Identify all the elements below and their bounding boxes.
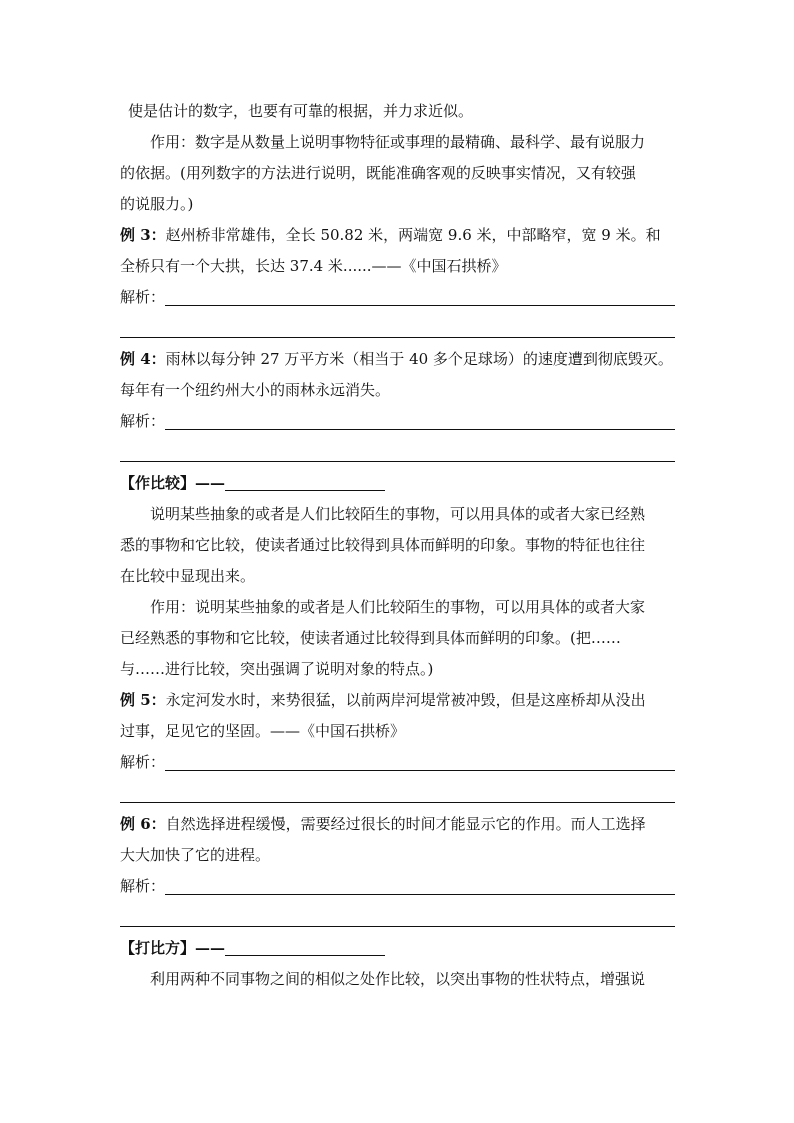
example-3 [120,220,675,251]
text-line: 说明某些抽象的或者是人们比较陌生的事物，可以用具体的或者大家已经熟 [150,505,646,523]
text-line: 的依据。(用列数字的方法进行说明，既能准确客观的反映事实情况，又有较强 [120,164,636,182]
example-text: 自然选择进程缓慢，需要经过很长的时间才能显示它的作用。而人工选择 [165,815,646,833]
text-line: 与……进行比较，突出强调了说明对象的特点。) [120,660,434,678]
section-heading-analogy [120,933,675,964]
example-label: 例 6： [120,815,166,833]
answer-label: 解析： [120,288,166,306]
text-line: 使是估计的数字，也要有可靠的根据，并力求近似。 [128,102,474,120]
text-line: 过事，足见它的坚固。——《中国石拱桥》 [120,722,406,740]
answer-line[interactable] [165,407,675,430]
answer-line[interactable] [165,872,675,895]
example-6 [120,809,675,840]
text-line: 利用两种不同事物之间的相似之处作比较，以突出事物的性状特点，增强说 [150,970,646,988]
text-line: 在比较中显现出来。 [120,567,256,585]
answer-label: 解析： [120,753,166,771]
example-text: 赵州桥非常雄伟，全长 50.82 米，两端宽 9.6 米，中部略窄，宽 9 米。和 [165,226,661,244]
text-line: 作用：说明某些抽象的或者是人们比较陌生的事物，可以用具体的或者大家 [150,598,646,616]
answer-field[interactable] [120,282,675,313]
example-text: 雨林以每分钟 27 万平方米（相当于 40 多个足球场）的速度遭到彻底毁灭。 [165,350,673,368]
example-label: 例 4： [120,350,166,368]
example-text: 永定河发水时，来势很猛，以前两岸河堤常被冲毁，但是这座桥却从没出 [165,691,646,709]
text-line: 每年有一个纽约州大小的雨林永远消失。 [120,381,391,399]
example-label: 例 3： [120,226,166,244]
fill-blank[interactable] [225,933,385,956]
answer-line[interactable] [120,437,675,468]
fill-blank[interactable] [225,468,385,491]
answer-label: 解析： [120,877,166,895]
example-label: 例 5： [120,691,166,709]
answer-line[interactable] [120,313,675,344]
text-line: 大大加快了它的进程。 [120,846,271,864]
answer-line[interactable] [165,283,675,306]
answer-field[interactable] [120,871,675,902]
text-line: 作用：数字是从数量上说明事物特征或事理的最精确、最科学、最有说服力 [150,133,646,151]
answer-label: 解析： [120,412,166,430]
text-line: 悉的事物和它比较，使读者通过比较得到具体而鲜明的印象。事物的特征也往往 [120,536,646,554]
answer-line[interactable] [120,902,675,933]
text-line: 已经熟悉的事物和它比较，使读者通过比较得到具体而鲜明的印象。(把…… [120,629,621,647]
section-title: 【作比较】—— [120,474,226,492]
answer-line[interactable] [165,748,675,771]
section-title: 【打比方】—— [120,939,226,957]
example-5 [120,685,675,716]
section-heading-compare [120,468,675,499]
example-4 [120,344,675,375]
answer-field[interactable] [120,406,675,437]
text-line: 全桥只有一个大拱，长达 37.4 米......——《中国石拱桥》 [120,257,507,275]
answer-line[interactable] [120,778,675,809]
document-page [120,96,675,995]
text-line: 的说服力。) [120,195,194,213]
answer-field[interactable] [120,747,675,778]
